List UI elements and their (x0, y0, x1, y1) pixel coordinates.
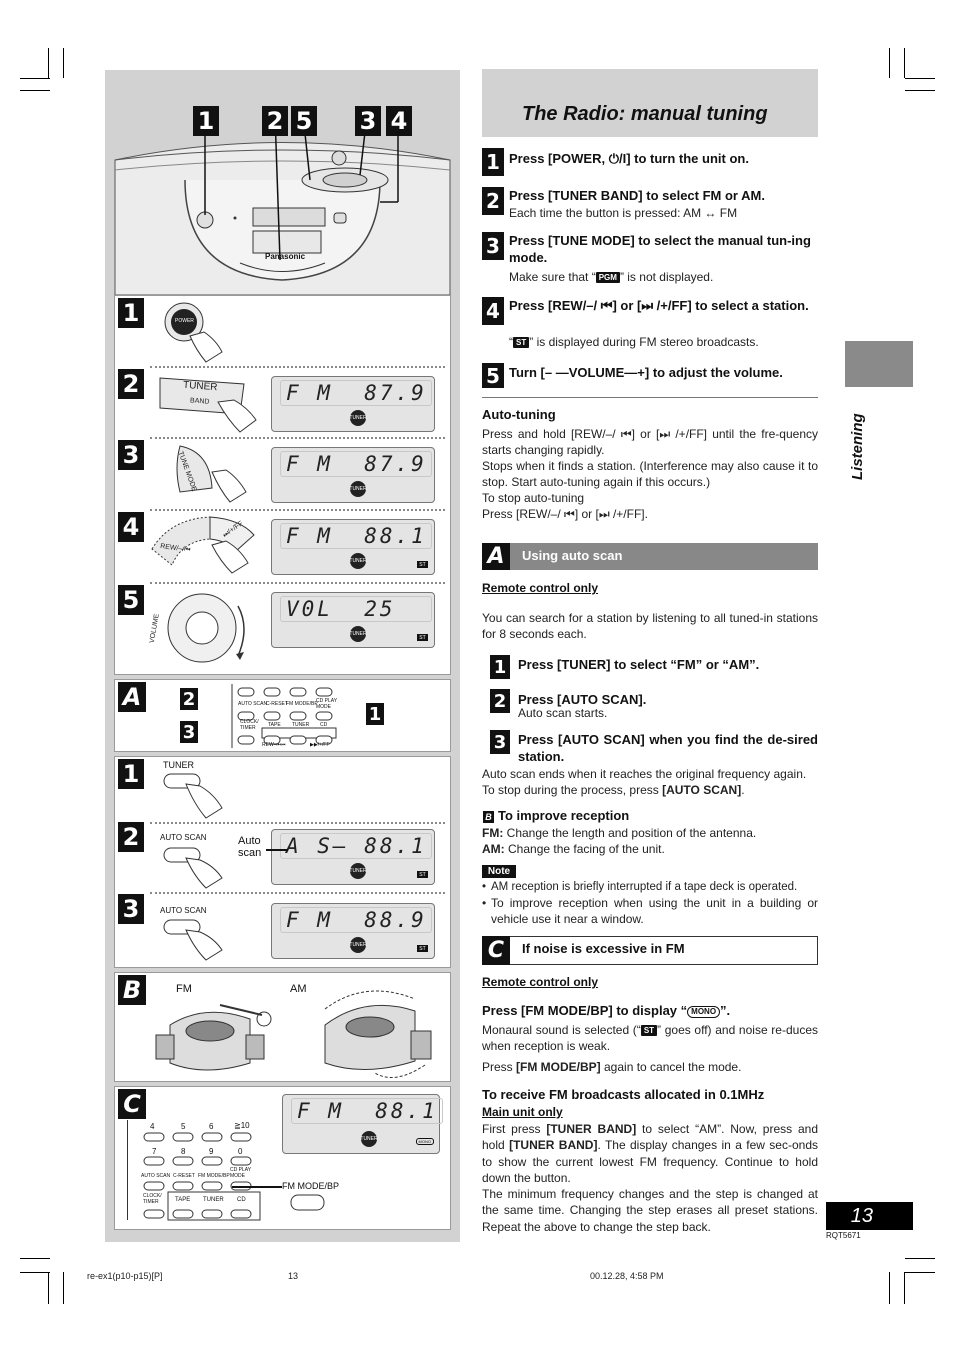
callout-2: 2 (262, 106, 288, 136)
section-a-end-2-bold: [AUTO SCAN] (662, 783, 742, 797)
lcd-display-c (282, 1094, 440, 1154)
page-title: The Radio: manual tuning (522, 103, 768, 125)
tuner-button-illustration (160, 772, 230, 822)
crop-mark (905, 78, 935, 79)
auto-scan-button-illustration-3 (160, 918, 230, 963)
auto-tuning-heading: Auto-tuning (482, 407, 556, 422)
lcd-display-step3 (271, 447, 435, 503)
improve-fm-text: Change the length and position of the antenna. (503, 826, 757, 840)
lcd-text: V0L 25 (286, 597, 396, 621)
section-c-cancel-bold: [FM MODE/BP] (516, 1060, 601, 1074)
dotted-divider (150, 437, 445, 439)
section-a-step-1: Press [TUNER] to select “FM” or “AM”. (518, 657, 760, 672)
crop-mark (905, 1272, 935, 1273)
step-3-badge: 3 (482, 232, 504, 260)
section-a-step-3: Press [AUTO SCAN] when you find the de-sired station. (518, 732, 818, 764)
fm-mode-bp-label: FM MODE/BP (282, 1181, 340, 1191)
section-c-heading: If noise is excessive in FM (522, 941, 685, 956)
step-4-sub (509, 334, 819, 350)
dotted-divider (150, 582, 445, 584)
crop-mark (905, 1258, 935, 1259)
tuner-indicator-icon: TUNER (350, 937, 366, 953)
section-a-end-2 (482, 782, 818, 798)
section-c-badge: C (482, 936, 510, 965)
footer-center: 13 (288, 1271, 299, 1281)
note-bullet-2-text: To improve reception when using the unit in a building or vehicle use it near a window. (491, 896, 818, 926)
divider-line (482, 397, 818, 398)
auto-tuning-line-4: Press [REW/–/ ⏮] or [⏭ /+/FF]. (482, 507, 648, 521)
footer-left: re-ex1(p10-p15)[P] (87, 1271, 163, 1281)
remote-label-tuner: TUNER (292, 722, 310, 728)
tuner-indicator-icon: TUNER (350, 410, 366, 426)
remote-callout-1: 1 (366, 703, 384, 725)
improve-badge: B (483, 811, 494, 823)
step-4-sub-pre: “ (509, 335, 513, 349)
keypad-9: 9 (209, 1147, 214, 1156)
main-unit-only: Main unit only (482, 1105, 563, 1119)
crop-mark (63, 1272, 64, 1304)
panel-a-step-2: 2 (118, 822, 144, 852)
remote-callout-2: 2 (180, 688, 198, 710)
remote-keypad-edge (127, 1120, 128, 1220)
lcd-text: F M 87.9 (286, 381, 427, 405)
section-a-step-2-sub: Auto scan starts. (518, 706, 608, 720)
keypad-label-c-reset: C-RESET (173, 1173, 195, 1179)
volume-dial-illustration (150, 588, 260, 670)
dotted-divider (150, 509, 445, 511)
section-c-press (482, 1003, 730, 1018)
keypad-label-clock: CLOCK/ TIMER (143, 1193, 162, 1205)
fm-step-p1-e: . The display changes in a few sec-onds to show the current lowest FM frequency. Continue to hold down the button. (482, 1138, 819, 1185)
listening-text: Listening (849, 413, 866, 480)
lcd-text: F M 88.1 (286, 524, 427, 548)
callout-line (232, 1186, 282, 1188)
step-3-text: Press [TUNE MODE] to select the manual tun-ing mode. (509, 233, 811, 265)
power-label: POWER (175, 318, 194, 324)
auto-tuning-line-3: To stop auto-tuning (482, 491, 585, 505)
am-label: AM (290, 983, 307, 995)
tuner-indicator-icon: TUNER (361, 1131, 377, 1147)
step-3-sub (509, 269, 819, 285)
keypad-6: 6 (209, 1122, 214, 1131)
panel-step-2: 2 (118, 369, 144, 399)
mono-indicator-icon: MONO (416, 1138, 434, 1145)
page-number (826, 1202, 913, 1230)
ff-label: ⏭/+/FF (221, 520, 245, 540)
tune-mode-label: TUNE MODE (176, 450, 198, 493)
pgm-indicator-icon: PGM (596, 272, 620, 283)
lcd-display-step5 (271, 592, 435, 648)
keypad-0: 0 (238, 1147, 243, 1156)
step-4-sub-post: ” is displayed during FM stereo broadcasts. (529, 335, 759, 349)
section-c-mono-pre: Monaural sound is selected (“ (482, 1023, 641, 1037)
lcd-display-a3 (271, 903, 435, 959)
unit-fm-antenna-illustration (150, 995, 275, 1080)
step-1-text: Press [POWER, ⏻/I] to turn the unit on. (509, 151, 749, 166)
lcd-text: F M 87.9 (286, 452, 427, 476)
panel-a-step-3: 3 (118, 894, 144, 924)
keypad-5: 5 (181, 1122, 186, 1131)
remote-illustration (230, 684, 350, 748)
keypad-label-cd: CD (237, 1197, 246, 1203)
crop-mark (48, 1272, 49, 1304)
lcd-display-step2 (271, 376, 435, 432)
panel-b-badge: B (118, 975, 146, 1005)
dotted-divider (150, 366, 445, 368)
stereo-indicator-icon: ST (417, 634, 428, 641)
remote-label-c-reset: C-RESET (266, 701, 288, 707)
callout-3: 3 (355, 106, 381, 136)
callout-line (266, 849, 288, 851)
crop-mark (889, 48, 890, 78)
document-code: RQT5671 (826, 1231, 861, 1240)
tuner-indicator-icon: TUNER (350, 626, 366, 642)
panel-c-badge: C (118, 1089, 146, 1119)
crop-mark (20, 1258, 50, 1259)
section-a-step-2: Press [AUTO SCAN]. (518, 692, 647, 707)
lcd-text: F M 88.1 (297, 1099, 438, 1123)
section-a-step-3-badge: 3 (490, 730, 510, 754)
section-a-end-2-post: . (741, 783, 745, 797)
note-bullet-1 (482, 879, 818, 895)
keypad-label-fm-mode: FM MODE/BP (198, 1173, 230, 1179)
section-a-intro: You can search for a station by listening to all tuned-in stations for 8 seconds each. (482, 611, 818, 641)
keypad-7: 7 (152, 1147, 157, 1156)
bullet-icon: • (482, 881, 487, 893)
crop-mark (904, 48, 905, 78)
remote-label-rew: REW–⏮⏮ (262, 742, 286, 748)
footer-right: 00.12.28, 4:58 PM (590, 1271, 664, 1281)
fm-step-heading: To receive FM broadcasts allocated in 0.1MHz (482, 1087, 765, 1102)
remote-label-cd: CD (320, 722, 328, 728)
remote-callout-3: 3 (180, 721, 198, 743)
section-a-badge: A (482, 543, 510, 570)
panel-step-3: 3 (118, 440, 144, 470)
remote-tuner-label: TUNER (163, 760, 194, 770)
stereo-indicator-icon: ST (417, 945, 428, 952)
remote-label-tape: TAPE (268, 722, 281, 728)
keypad-label-cd-play: CD PLAY MODE (230, 1167, 251, 1179)
auto-scan-label-3: AUTO SCAN (160, 906, 207, 915)
fm-step-para-1 (482, 1121, 818, 1186)
fm-label: FM (176, 983, 192, 995)
keypad-label-tape: TAPE (175, 1197, 191, 1203)
fm-step-p1-c: to select “AM”. Now, press and hold (482, 1122, 818, 1153)
fm-step-para-2: The minimum frequency changes and the step is changed at the same time. Changing the step erases all preset stations. Repeat the above to change the step back. (482, 1187, 818, 1234)
stereo-indicator-icon: ST (417, 871, 428, 878)
dotted-divider (150, 892, 445, 894)
fm-step-p1-b: [TUNER BAND] (546, 1122, 637, 1136)
panel-a-step-1: 1 (118, 759, 144, 789)
tuner-band-label-bottom: BAND (189, 397, 210, 406)
callout-1: 1 (193, 106, 219, 136)
auto-tuning-line-2: Stops when it finds a station. (Interference may also cause it to stop. Start auto-tuning again if this occurs.) (482, 459, 818, 489)
crop-mark (905, 90, 935, 91)
dotted-divider (150, 822, 445, 824)
panel-a-badge: A (118, 682, 146, 712)
bullet-icon: • (482, 896, 487, 910)
fm-step-p1-a: First press (482, 1122, 547, 1136)
section-c-press-pre: Press [FM MODE/BP] to display “ (482, 1003, 688, 1018)
remote-control-only-c: Remote control only (482, 975, 599, 989)
note-bullet-2 (482, 895, 818, 927)
improve-fm (482, 825, 818, 841)
keypad-4: 4 (150, 1122, 155, 1131)
section-c-cancel-post: again to cancel the mode. (600, 1060, 742, 1074)
section-c-cancel-pre: Press (482, 1060, 517, 1074)
lcd-text: A S— 88.1 (286, 834, 427, 858)
st-indicator-icon: ST (513, 337, 529, 348)
keypad-8: 8 (181, 1147, 186, 1156)
rew-label: REW/–/⏮ (159, 542, 191, 555)
volume-label: VOLUME (148, 613, 161, 644)
keypad-label-tuner: TUNER (203, 1197, 224, 1203)
remote-label-clock: CLOCK/ TIMER (240, 719, 259, 731)
improve-am (482, 841, 818, 857)
tuner-indicator-icon: TUNER (350, 553, 366, 569)
crop-mark (48, 48, 49, 78)
unit-illustration (105, 130, 460, 295)
tuner-band-label-top: TUNER (182, 379, 218, 394)
note-badge: Note (482, 865, 516, 878)
unit-brand: Panasonic (265, 252, 306, 261)
section-c-press-post: ”. (720, 1003, 731, 1018)
panel-step-1: 1 (118, 298, 144, 328)
step-3-sub-pre: Make sure that “ (509, 270, 596, 284)
listening-tab-label (843, 392, 869, 482)
section-a-end-1: Auto scan ends when it reaches the original frequency again. (482, 767, 807, 781)
section-a-step-2-badge: 2 (490, 689, 510, 713)
step-4-text: Press [REW/–/ ⏮] or [⏭ /+/FF] to select a station. (509, 298, 809, 313)
step-2-badge: 2 (482, 187, 504, 215)
fm-mode-bp-button (290, 1193, 326, 1213)
callout-5: 5 (291, 106, 317, 136)
lcd-text: F M 88.9 (286, 908, 427, 932)
section-c-mono-post: ” goes off) and noise re-duces when reception is weak. (482, 1023, 818, 1053)
step-5-badge: 5 (482, 363, 504, 388)
remote-label-auto-scan: AUTO SCAN (238, 701, 268, 707)
crop-mark (20, 1272, 50, 1273)
step-5-text: Turn [– —VOLUME—+] to adjust the volume. (509, 365, 783, 380)
crop-mark (889, 1272, 890, 1304)
crop-mark (20, 90, 50, 91)
improve-fm-label: FM: (482, 826, 504, 840)
step-2-sub: Each time the button is pressed: AM ↔ FM (509, 206, 738, 220)
remote-control-only-a: Remote control only (482, 581, 599, 595)
crop-mark (20, 78, 50, 79)
panel-step-4: 4 (118, 512, 144, 542)
note-bullet-1-text: AM reception is briefly interrupted if a tape deck is operated. (491, 881, 798, 893)
section-c-mono-text (482, 1022, 818, 1054)
improve-am-label: AM: (482, 842, 505, 856)
auto-tuning-line-1: Press and hold [REW/–/ ⏮] or [⏭ /+/FF] until the fre-quency starts changing rapidly. (482, 427, 818, 457)
step-1-badge: 1 (482, 148, 504, 176)
lcd-display-step4 (271, 519, 435, 575)
remote-label-fm-mode: FM MODE/BP (286, 701, 318, 707)
crop-mark (63, 48, 64, 78)
keypad-10: ≧10 (234, 1121, 250, 1130)
remote-label-cd-play: CD PLAY MODE (316, 698, 337, 710)
auto-scan-callout: Auto scan (238, 835, 262, 859)
unit-am-rotate-illustration (305, 985, 445, 1080)
st-indicator-icon: ST (641, 1025, 657, 1036)
tuner-indicator-icon: TUNER (350, 863, 366, 879)
power-button-illustration (160, 300, 230, 366)
side-tab (845, 341, 913, 387)
section-a-heading: Using auto scan (522, 548, 623, 563)
step-3-sub-post: ” is not displayed. (619, 270, 714, 284)
step-2-text: Press [TUNER BAND] to select FM or AM. (509, 188, 765, 203)
step-4-badge: 4 (482, 297, 504, 325)
keypad-label-auto-scan: AUTO SCAN (141, 1173, 171, 1179)
remote-label-ff: ▶▶/+/FF (310, 742, 330, 748)
auto-scan-button-illustration-2 (160, 846, 230, 891)
section-a-end-2-pre: To stop during the process, press (482, 783, 663, 797)
page-number-text: 13 (850, 1204, 873, 1227)
callout-4: 4 (386, 106, 412, 136)
improve-am-text: Change the facing of the unit. (504, 842, 665, 856)
section-a-step-1-badge: 1 (490, 655, 510, 679)
crop-mark (904, 1272, 905, 1304)
fm-step-p1-d: [TUNER BAND] (509, 1138, 598, 1153)
tuner-indicator-icon: TUNER (350, 481, 366, 497)
stereo-indicator-icon: ST (417, 561, 428, 568)
mono-indicator-icon: MONO (687, 1006, 720, 1018)
auto-scan-label-2: AUTO SCAN (160, 833, 207, 842)
improve-heading: To improve reception (498, 808, 630, 823)
panel-step-5: 5 (118, 585, 144, 615)
lcd-display-a2 (271, 829, 435, 885)
section-c-cancel (482, 1059, 818, 1075)
keypad-buttons (140, 1130, 265, 1230)
